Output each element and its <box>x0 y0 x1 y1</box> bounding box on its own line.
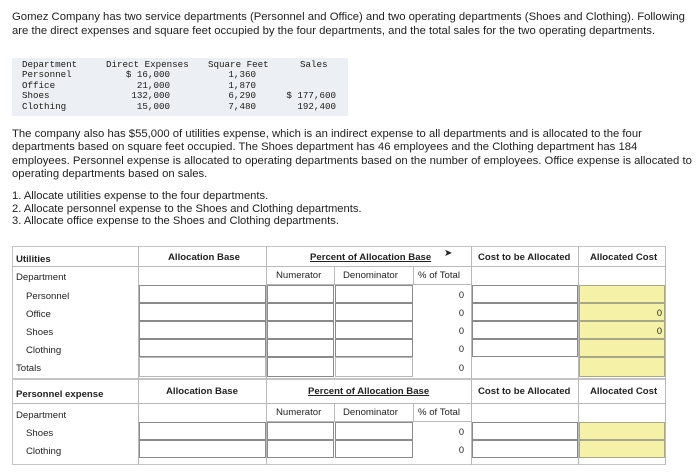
pct-of-total: 0 <box>458 308 464 318</box>
allocated-cost-cell[interactable] <box>579 440 665 458</box>
totals-pct: 0 <box>458 363 464 373</box>
denominator-input[interactable] <box>335 303 413 321</box>
allocated-cost-header: Allocated Cost <box>590 386 658 397</box>
direct-expense: 21,000 <box>136 79 170 91</box>
square-feet: 1,870 <box>228 79 256 91</box>
dept-name: Clothing <box>22 100 67 112</box>
col-header-sales: Sales <box>300 59 328 70</box>
cost-to-allocate-input[interactable] <box>472 440 578 458</box>
allocated-cost-cell[interactable] <box>579 339 665 357</box>
col-header-department: Department <box>22 59 78 70</box>
cost-to-allocate-input[interactable] <box>472 285 578 303</box>
table-title: Personnel expense <box>16 389 104 400</box>
allocation-base-input[interactable] <box>139 422 266 440</box>
direct-expense: 132,000 <box>131 90 170 101</box>
problem-paragraph: The company also has $55,000 of utilities expense, which is an indirect expense to all departments and is allocated to the four departments based on square feet occupied. The Shoes department has 46 employees and the Clothing department has 184 employees. Personnel expense is allocated to operating departments based on the number of employees. Office expense is allocated to operating departments based on sales. <box>12 128 692 180</box>
numerator-header: Numerator <box>276 270 322 281</box>
col-header-square-feet: Square Feet <box>208 59 269 70</box>
denominator-input[interactable] <box>335 321 413 339</box>
pct-total-header: % of Total <box>418 270 460 281</box>
row-label-shoes: Shoes <box>26 327 54 338</box>
cost-to-allocate-input[interactable] <box>472 303 578 321</box>
numerator-input[interactable] <box>267 339 334 357</box>
numerator-header: Numerator <box>276 407 322 418</box>
pct-of-total: 0 <box>458 445 464 455</box>
table-title: Utilities <box>16 254 51 265</box>
cost-to-allocate-input[interactable] <box>472 339 578 357</box>
allocation-base-input[interactable] <box>139 303 266 321</box>
row-label-clothing: Clothing <box>26 345 62 356</box>
denominator-input[interactable] <box>335 285 413 303</box>
expense-data-table <box>12 58 348 116</box>
denominator-input[interactable] <box>335 440 413 458</box>
sales-value: 192,400 <box>297 100 336 112</box>
intro-text: Gomez Company has two service departments (Personnel and Office) and two operating departments (Shoes and Clothing). Following are the direct expenses and square feet occupied by the four departments, and the total sales for the two operating departments. <box>12 11 685 37</box>
row-label-shoes: Shoes <box>26 428 54 439</box>
square-feet: 1,360 <box>228 69 256 80</box>
row-label-clothing: Clothing <box>26 446 62 457</box>
totals-allocation-base <box>139 357 266 377</box>
numerator-input[interactable] <box>267 321 334 339</box>
dept-name: Personnel <box>22 69 72 80</box>
numerator-input[interactable] <box>267 285 334 303</box>
row-label-personnel: Personnel <box>26 291 70 302</box>
allocation-base-input[interactable] <box>139 321 266 339</box>
pct-of-total: 0 <box>458 326 464 336</box>
totals-denominator-cell <box>335 357 413 377</box>
denominator-input[interactable] <box>335 422 413 440</box>
direct-expense: $ 16,000 <box>125 69 170 80</box>
department-label: Department <box>16 272 67 283</box>
allocation-base-header: Allocation Base <box>168 252 240 263</box>
pct-of-total: 0 <box>458 290 464 300</box>
square-feet: 7,480 <box>228 100 256 112</box>
allocation-base-input[interactable] <box>139 339 266 357</box>
cost-to-allocate-input[interactable] <box>472 422 578 440</box>
totals-allocated-cost[interactable] <box>579 357 665 377</box>
col-header-direct-expenses: Direct Expenses <box>106 59 189 70</box>
denominator-header: Denominator <box>343 407 398 418</box>
cost-to-allocate-header: Cost to be Allocated <box>478 252 571 263</box>
denominator-header: Denominator <box>343 270 398 281</box>
allocation-base-header: Allocation Base <box>166 386 238 397</box>
percent-allocation-header: Percent of Allocation Base <box>310 252 432 263</box>
denominator-input[interactable] <box>335 339 413 357</box>
dept-name: Office <box>22 79 56 91</box>
allocated-cost-cell[interactable] <box>579 422 665 440</box>
pct-of-total: 0 <box>458 427 464 437</box>
totals-label: Totals <box>16 363 42 374</box>
task-item: 3. Allocate office expense to the Shoes and Clothing departments. <box>12 215 339 228</box>
department-label: Department <box>16 410 67 421</box>
totals-numerator-input[interactable] <box>267 357 334 377</box>
pct-of-total: 0 <box>458 344 464 354</box>
numerator-input[interactable] <box>267 440 334 458</box>
col-divider <box>665 379 666 465</box>
row-label-office: Office <box>26 309 51 320</box>
numerator-input[interactable] <box>267 303 334 321</box>
allocated-cost-cell[interactable] <box>579 285 665 303</box>
cost-to-allocate-input[interactable] <box>472 321 578 339</box>
cursor-icon: ➤ <box>444 248 453 259</box>
cost-to-allocate-header: Cost to be Allocated <box>478 386 571 397</box>
personnel-allocation-table <box>12 379 666 465</box>
sales-value: $ 177,600 <box>286 90 336 101</box>
percent-allocation-header: Percent of Allocation Base <box>308 386 430 397</box>
task-item: 1. Allocate utilities expense to the four departments. <box>12 190 269 202</box>
direct-expense: 15,000 <box>136 100 170 112</box>
allocation-base-input[interactable] <box>139 440 266 458</box>
pct-total-header: % of Total <box>418 407 460 418</box>
utilities-allocation-table <box>12 246 666 379</box>
task-item: 2. Allocate personnel expense to the Shoes and Clothing departments. <box>12 202 362 215</box>
allocated-cost-value: 0 <box>656 308 662 318</box>
allocated-cost-value: 0 <box>656 326 662 336</box>
allocated-cost-header: Allocated Cost <box>590 252 658 263</box>
numerator-input[interactable] <box>267 422 334 440</box>
task-list <box>12 190 512 228</box>
dept-name: Shoes <box>22 90 50 101</box>
allocation-base-input[interactable] <box>139 285 266 303</box>
square-feet: 6,290 <box>228 90 256 101</box>
